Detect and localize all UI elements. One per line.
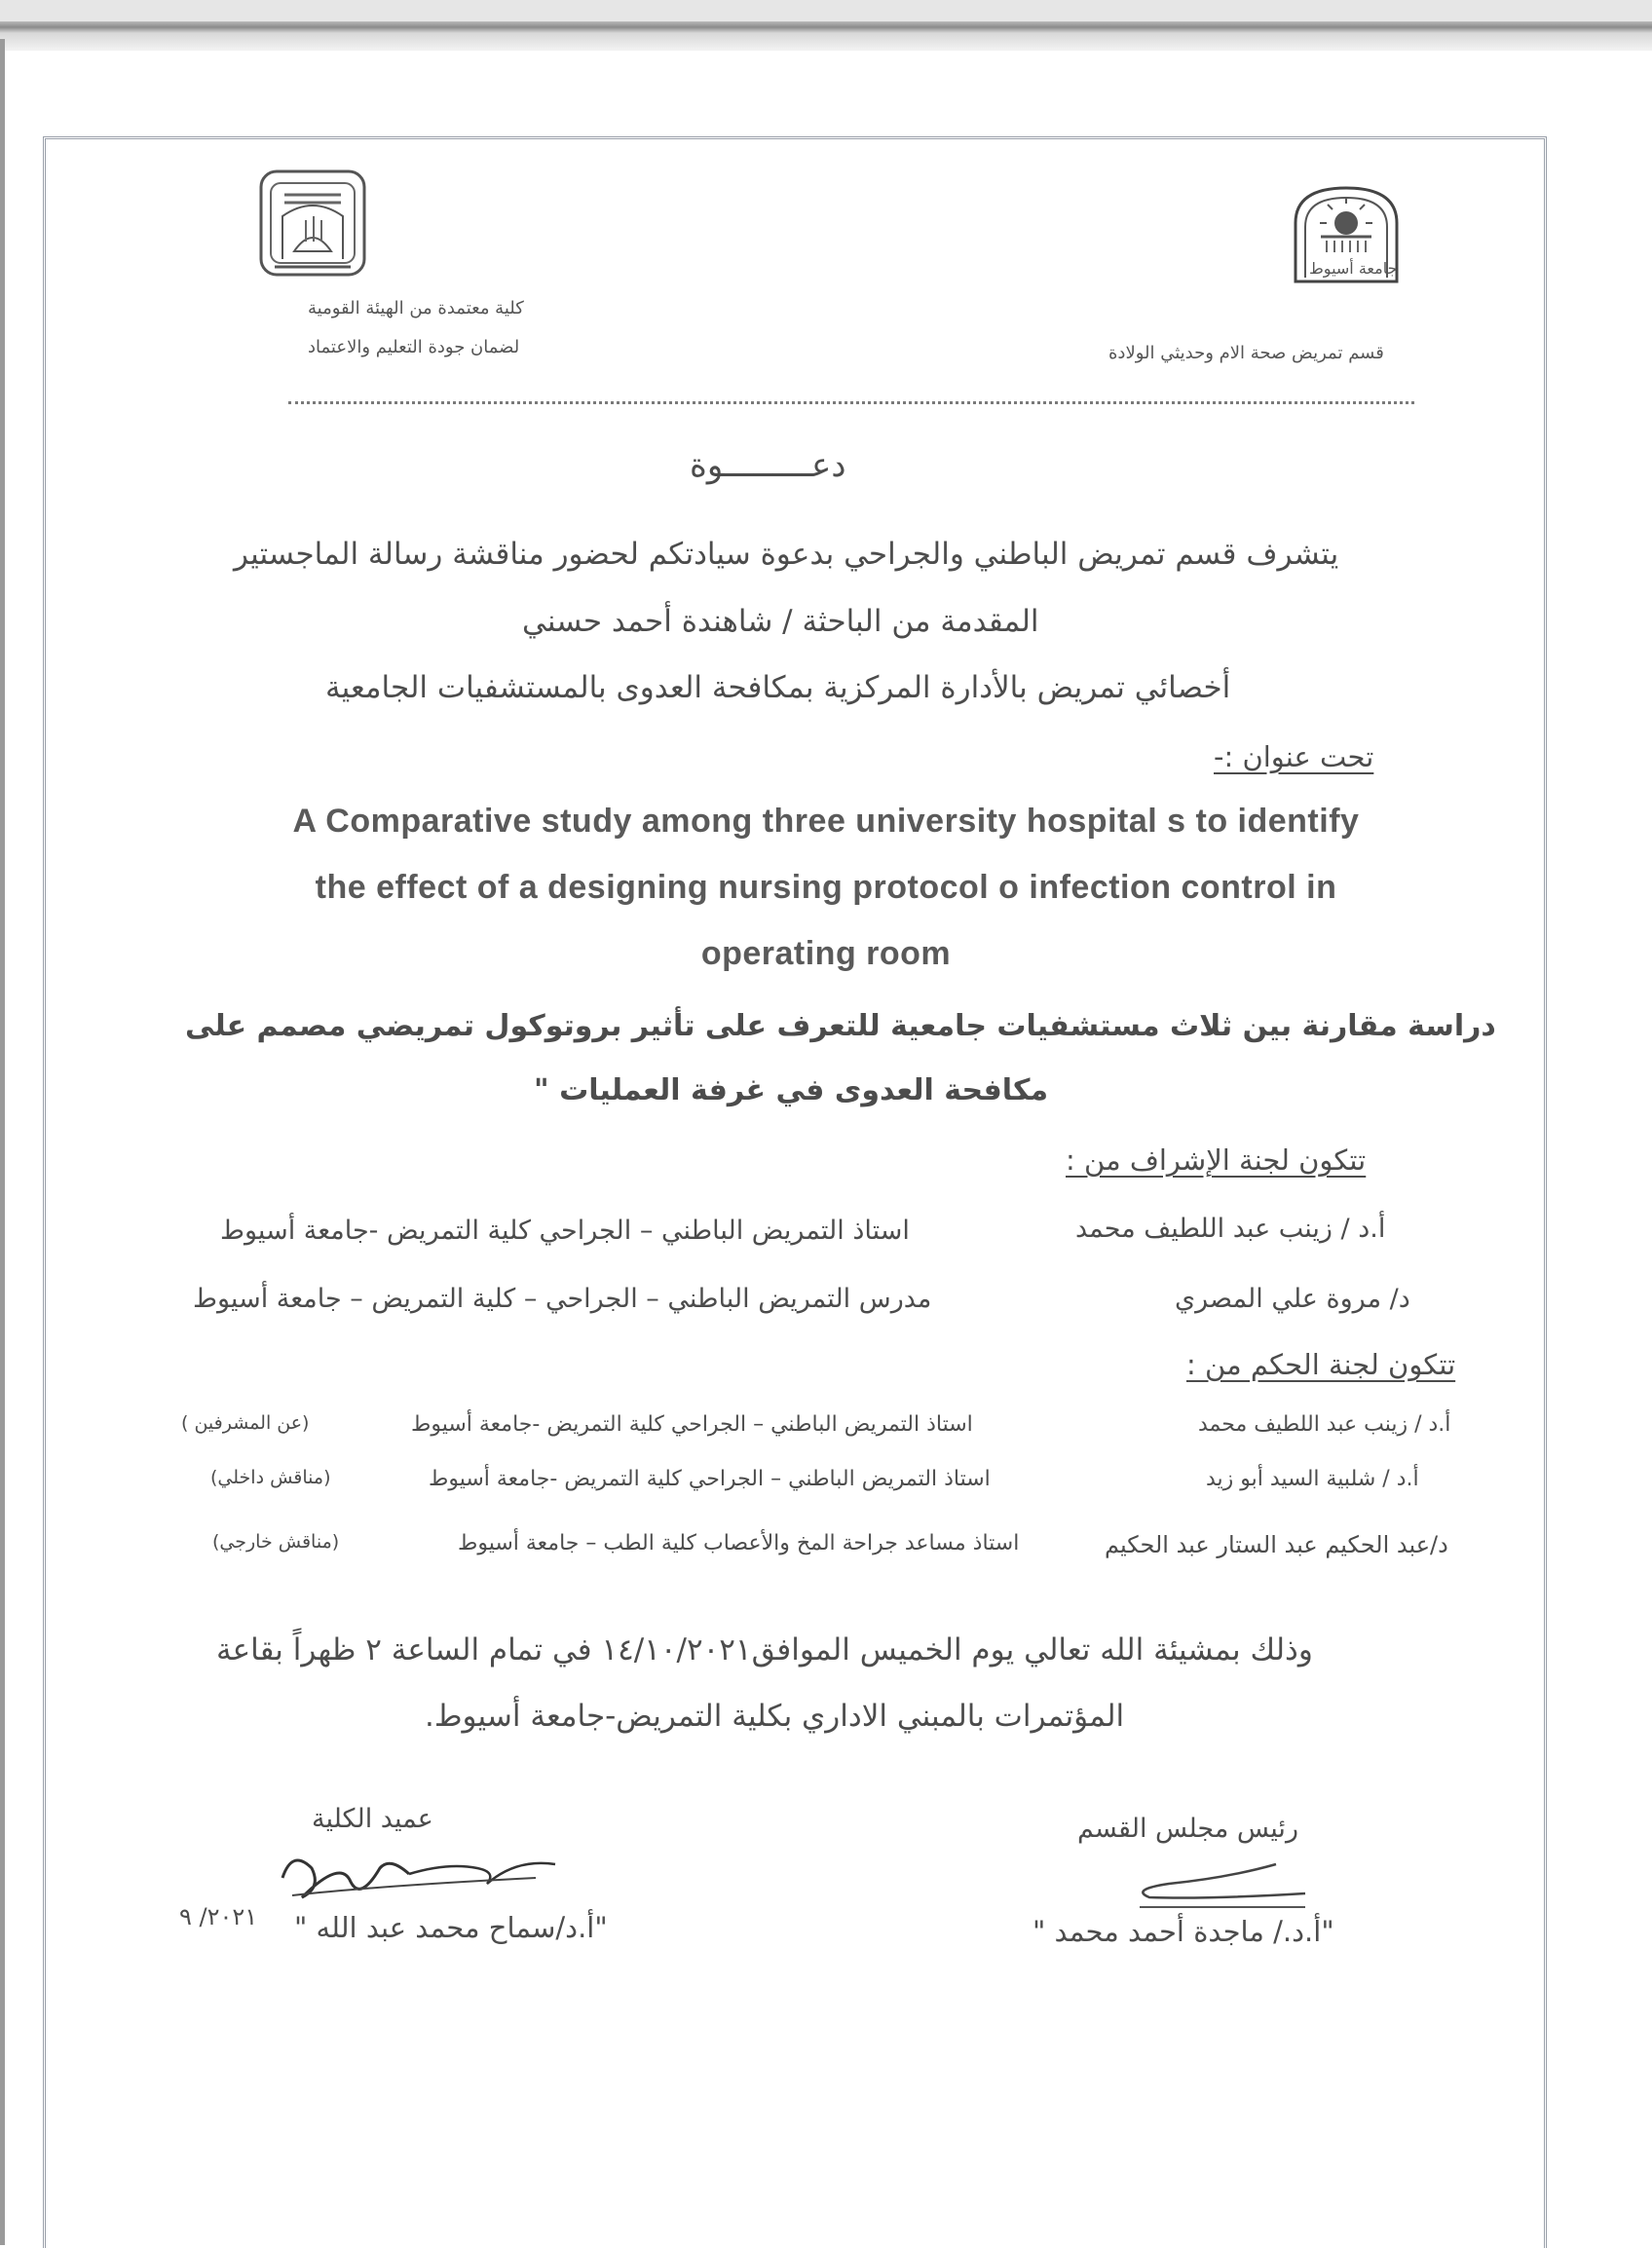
header-right-line: قسم تمريض صحة الام وحديثي الولادة (1108, 343, 1384, 363)
supervisor-2-name: د/ مروة علي المصري (1175, 1284, 1410, 1314)
logo-right-text: جامعة أسيوط (1309, 259, 1398, 278)
committee-2-name: أ.د / شلبية السيد أبو زيد (1206, 1467, 1419, 1491)
thesis-ar-line2: مكافحة العدوى في غرفة العمليات " (534, 1073, 1049, 1107)
committee-1-title: استاذ التمريض الباطني – الجراحي كلية التمريض -جامعة أسيوط (411, 1412, 973, 1437)
supervisor-1-name: أ.د / زينب عبد اللطيف محمد (1075, 1214, 1386, 1244)
invitation-line1: يتشرف قسم تمريض الباطني والجراحي بدعوة سيادتكم لحضور مناقشة رسالة الماجستير (234, 537, 1339, 572)
signature-right-scribble (1110, 1855, 1325, 1913)
scan-top-edge (0, 0, 1652, 51)
header-divider (288, 401, 1414, 404)
invitation-line3: أخصائي تمريض بالأدارة المركزية بمكافحة العدوى بالمستشفيات الجامعية (325, 670, 1231, 705)
signature-left-note: ٢٠٢١/ ٩ (179, 1903, 258, 1930)
invitation-title: دعـــــــــوة (690, 446, 846, 485)
signature-left-title: عميد الكلية (312, 1804, 433, 1834)
signature-right-title: رئيس مجلس القسم (1077, 1814, 1298, 1844)
committee-2-title: استاذ التمريض الباطني – الجراحي كلية التمريض -جامعة أسيوط (429, 1467, 991, 1491)
thesis-ar-line1: دراسة مقارنة بين ثلاث مستشفيات جامعية للتعرف على تأثير بروتوكول تمريضي مصمم على (185, 1009, 1496, 1043)
schedule-line1: وذلك بمشيئة الله تعالي يوم الخميس الموافق١٤/١٠/٢٠٢١ في تمام الساعة ٢ ظهراً بقاعة (216, 1632, 1313, 1667)
committee-1-role: (عن المشرفين ) (181, 1412, 310, 1434)
faculty-seal-icon (255, 166, 370, 281)
under-title-label: تحت عنوان :- (1214, 740, 1374, 773)
supervisor-2-title: مدرس التمريض الباطني – الجراحي – كلية التمريض – جامعة أسيوط (193, 1284, 932, 1314)
committee-2-role: (مناقش داخلي) (210, 1467, 331, 1488)
thesis-en-line3: operating room (700, 935, 952, 972)
header-left-line1: كلية معتمدة من الهيئة القومية (308, 298, 524, 318)
supervision-label: تتكون لجنة الإشراف من : (1066, 1143, 1367, 1177)
schedule-line2: المؤتمرات بالمبني الاداري بكلية التمريض-جامعة أسيوط. (425, 1699, 1125, 1734)
committee-3-title: استاذ مساعد جراحة المخ والأعصاب كلية الطب – جامعة أسيوط (458, 1531, 1020, 1555)
committee-1-name: أ.د / زينب عبد اللطيف محمد (1198, 1412, 1451, 1437)
thesis-en-line1: A Comparative study among three university hospital s to identify (292, 803, 1360, 840)
scan-left-edge (0, 39, 5, 2245)
committee-label: تتكون لجنة الحكم من : (1186, 1348, 1456, 1381)
signature-right-name: "أ.د./ ماجدة أحمد محمد " (1032, 1915, 1334, 1948)
thesis-en-line2: the effect of a designing nursing protocol o infection control in (315, 869, 1337, 906)
committee-3-name: د/عبد الحكيم عبد الستار عبد الحكيم (1105, 1531, 1448, 1558)
header-left-line2: لضمان جودة التعليم والاعتماد (308, 337, 520, 357)
committee-3-role: (مناقش خارجي) (212, 1531, 340, 1553)
supervisor-1-title: استاذ التمريض الباطني – الجراحي كلية التمريض -جامعة أسيوط (220, 1216, 910, 1246)
handwritten-signature-icon (263, 1839, 575, 1917)
signature-left-name: "أ.د/سماح محمد عبد الله " (294, 1911, 608, 1944)
invitation-line2: المقدمة من الباحثة / شاهندة أحمد حسني (522, 604, 1039, 639)
